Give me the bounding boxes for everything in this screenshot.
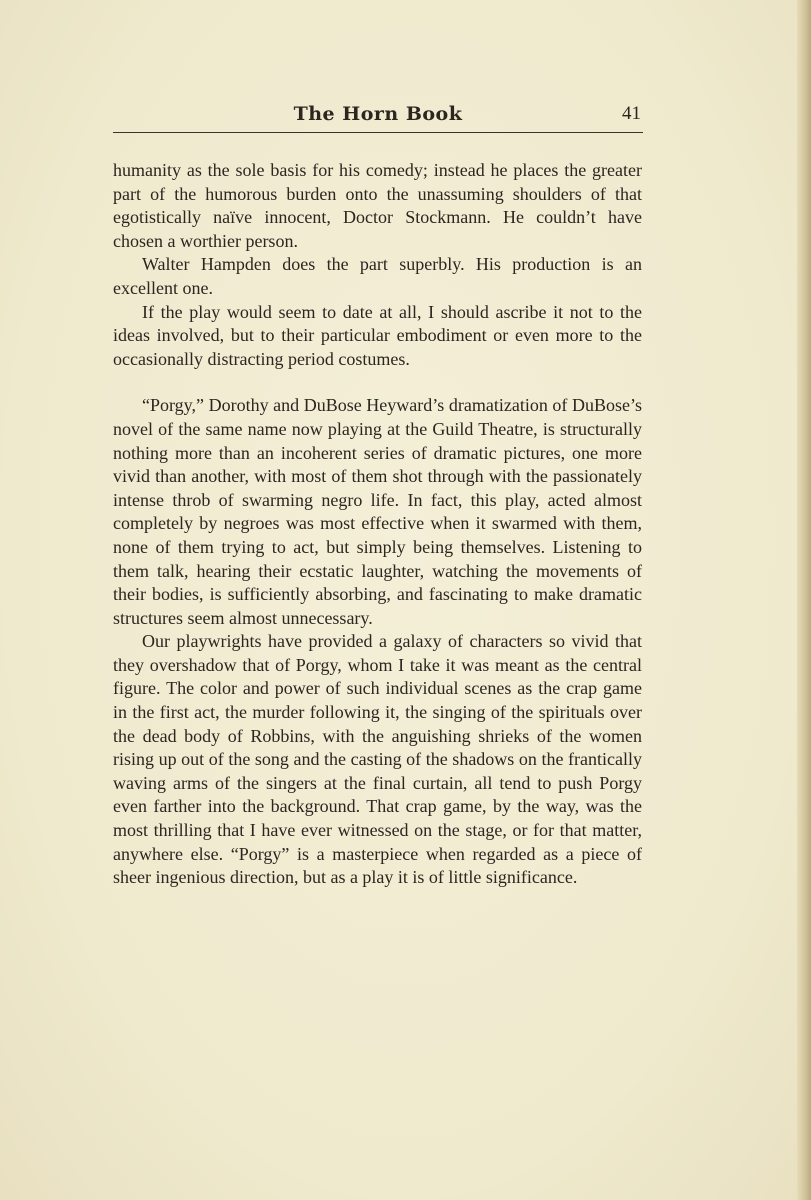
paragraph: If the play would seem to date at all, I should ascribe it not to the ideas involved, but to their particular embodiment or even more to the occasionally distracting period costumes. [113, 301, 642, 369]
paragraph: “Porgy,” Dorothy and DuBose Heyward’s dramatization of DuBose’s novel of the same name now playing at the Guild Theatre, is structurally nothing more than an incoherent series of dramatic pictures, one more vivid than another, with most of them shot through with the passionately intense throb of swarming negro life. In fact, this play, acted almost completely by negroes was most effective when it swarmed with them, none of them trying to act, but simply being themselves. Listening to them talk, hearing their ecstatic laughter, watching the movements of their bodies, is sufficiently absorbing, and fascinating to make dramatic structures seem almost unnecessary. [113, 395, 642, 628]
header-rule [113, 132, 643, 133]
body-text [113, 159, 642, 890]
paragraph: Our playwrights have provided a galaxy of characters so vivid that they overshadow that of Porgy, whom I take it was meant as the central figure. The color and power of such individual scenes as the crap game in the first act, the murder following it, the singing of the spirituals over the dead body of Robbins, with the anguishing shrieks of the women rising up out of the song and the casting of the shadows on the frantically waving arms of the singers at the final curtain, all tend to push Porgy even farther into the background. That crap game, by the way, was the most thrilling that I have ever witnessed on the stage, or for that matter, anywhere else. “Porgy” is a masterpiece when regarded as a piece of sheer ingenious direction, but as a play it is of little significance. [113, 631, 642, 888]
running-header [113, 100, 643, 132]
page-edge-shadow [797, 0, 811, 1200]
running-header-title: The Horn Book [293, 103, 463, 125]
paragraph-continued: humanity as the sole basis for his comedy; instead he places the greater part of the humorous burden onto the unassuming shoulders of that egotistically naïve innocent, Doctor Stockmann. He couldn’t have chosen a worthier person. [113, 160, 642, 251]
page-number: 41 [622, 103, 641, 124]
paragraph: Walter Hampden does the part superbly. His production is an excellent one. [113, 254, 642, 298]
